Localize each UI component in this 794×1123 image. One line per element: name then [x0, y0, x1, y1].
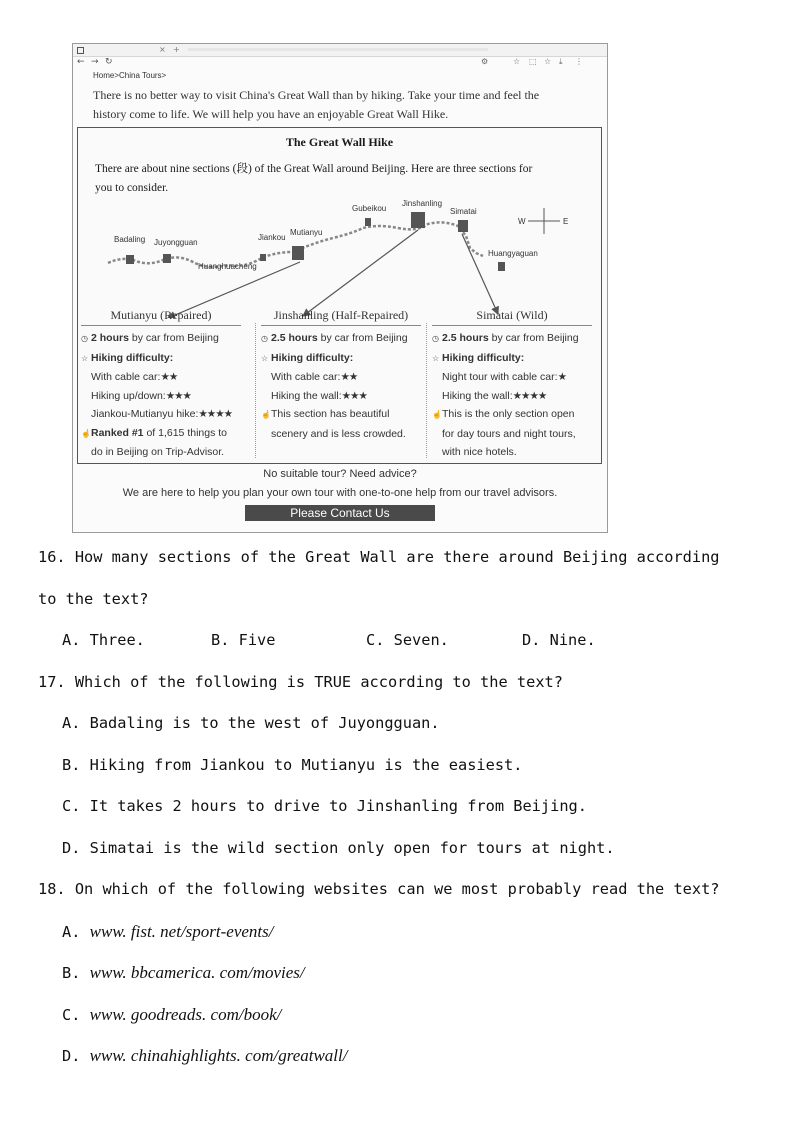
info-bold: 2.5 hours — [442, 332, 489, 344]
info-text: Hiking the wall: — [271, 389, 342, 402]
option-letter: A. — [62, 923, 81, 941]
download-icon[interactable]: ⤓ — [559, 57, 563, 66]
close-tab-icon[interactable]: × — [159, 45, 166, 54]
intro-line: history come to life. We will help you have an enjoyable Great Wall Hike. — [93, 107, 449, 121]
section-heading: Simatai (Wild) — [432, 308, 592, 326]
info-text: for day tours and night tours, — [442, 427, 576, 440]
info-line — [81, 424, 241, 444]
info-line — [81, 329, 241, 349]
q17-option-c[interactable]: C. It takes 2 hours to drive to Jinshanling from Beijing. — [62, 797, 587, 815]
page-intro — [93, 86, 593, 124]
star-outline-icon: ☆ — [81, 353, 89, 363]
advice-question: No suitable tour? Need advice? — [263, 468, 417, 480]
gubeikou-tower-icon — [365, 218, 371, 226]
intro-line: There is no better way to visit China's Great Wall than by hiking. Take your time and feel the — [93, 88, 540, 102]
q18-option-d[interactable] — [62, 1046, 347, 1066]
back-icon[interactable]: ← — [77, 57, 85, 67]
q16-option-d[interactable]: D. Nine. — [522, 631, 596, 649]
reload-icon[interactable]: ↻ — [105, 57, 113, 67]
option-url: www. fist. net/sport-events/ — [89, 922, 274, 941]
info-line — [432, 443, 592, 462]
card-intro-line: you to consider. — [95, 182, 169, 194]
star-rating: ★★★ — [341, 389, 367, 402]
info-text: of 1,615 things to — [143, 426, 228, 439]
map-label: Mutianyu — [290, 228, 323, 237]
section-column-mutianyu — [81, 308, 241, 462]
info-text: Hiking the wall: — [442, 389, 513, 402]
question-16: 16. How many sections of the Great Wall are there around Beijing according — [38, 548, 720, 566]
info-text: by car from Beijing — [317, 332, 408, 344]
thumbs-up-icon: ☝ — [261, 410, 271, 419]
window-icon[interactable]: ⬚ — [529, 57, 537, 66]
q18-option-b[interactable] — [62, 963, 305, 983]
card-intro-line: There are about nine sections (段) of the Great Wall around Beijing. Here are three sections for — [95, 163, 533, 175]
option-letter: B. — [62, 964, 81, 982]
info-text: This section has beautiful — [271, 408, 390, 420]
juyongguan-tower-icon — [163, 254, 171, 263]
info-line — [81, 443, 241, 462]
info-text: by car from Beijing — [128, 332, 219, 344]
favorites-icon[interactable]: ☆ — [544, 57, 552, 66]
section-heading: Jinshanling (Half-Repaired) — [261, 308, 421, 326]
star-outline-icon: ☆ — [261, 353, 269, 363]
compass-east: E — [563, 217, 569, 226]
great-wall-map — [78, 128, 603, 318]
info-text: with nice hotels. — [442, 446, 517, 458]
map-label: Gubeikou — [352, 204, 387, 213]
section-column-simatai — [432, 308, 592, 462]
map-label: Huangyaguan — [488, 249, 538, 258]
info-text: Jiankou-Mutianyu hike: — [91, 408, 199, 420]
option-letter: D. — [62, 1047, 81, 1065]
new-tab-icon[interactable]: + — [173, 45, 180, 54]
info-line — [261, 329, 421, 349]
webpage-screenshot — [72, 43, 608, 533]
mutianyu-tower-icon — [292, 246, 304, 260]
contact-us-button[interactable]: Please Contact Us — [245, 505, 435, 521]
thumbs-up-icon: ☝ — [81, 428, 91, 438]
question-18: 18. On which of the following websites can we most probably read the text? — [38, 880, 720, 898]
map-label: Jiankou — [258, 233, 286, 242]
star-rating: ★★★ — [165, 389, 191, 402]
info-line — [432, 405, 592, 425]
info-line — [261, 349, 421, 369]
forward-icon[interactable]: → — [91, 57, 99, 67]
info-text: Hiking up/down: — [91, 389, 166, 402]
blurred-title — [188, 48, 488, 51]
info-line — [81, 349, 241, 369]
card-title: The Great Wall Hike — [285, 135, 394, 149]
clock-icon: ◷ — [81, 334, 88, 343]
question-17: 17. Which of the following is TRUE according to the text? — [38, 673, 563, 691]
info-line — [432, 329, 592, 349]
info-bold: Hiking difficulty: — [271, 351, 354, 364]
q17-option-d[interactable]: D. Simatai is the wild section only open for tours at night. — [62, 839, 615, 857]
star-rating: ★★ — [160, 371, 178, 383]
info-text: by car from Beijing — [488, 332, 579, 344]
q17-option-b[interactable]: B. Hiking from Jiankou to Mutianyu is the easiest. — [62, 756, 523, 774]
info-line — [81, 387, 241, 406]
info-line — [432, 387, 592, 406]
breadcrumb[interactable]: Home>China Tours> — [93, 71, 167, 80]
info-text: do in Beijing on Trip-Advisor. — [91, 446, 225, 458]
star-icon[interactable]: ☆ — [513, 57, 521, 66]
huangyaguan-tower-icon — [498, 262, 505, 271]
great-wall-hike-card — [77, 127, 602, 464]
jinshanling-tower-icon — [411, 212, 425, 228]
info-line — [432, 425, 592, 444]
map-label: Simatai — [450, 207, 477, 216]
q18-option-a[interactable] — [62, 922, 274, 942]
settings-icon[interactable]: ⚙ — [481, 57, 489, 66]
info-line — [261, 405, 421, 425]
tab-icon[interactable] — [77, 47, 84, 54]
section-column-jinshanling — [261, 308, 421, 443]
info-bold: 2 hours — [91, 332, 129, 344]
info-line — [432, 349, 592, 369]
compass-icon — [518, 208, 568, 234]
info-line — [432, 368, 592, 387]
thumbs-up-icon: ☝ — [432, 410, 442, 419]
map-label: Huanghuacheng — [198, 262, 257, 271]
browser-nav-bar — [73, 56, 607, 70]
info-line — [81, 405, 241, 424]
jiankou-tower-icon — [260, 254, 266, 261]
option-url: www. bbcamerica. com/movies/ — [89, 963, 305, 982]
info-bold: Ranked #1 — [91, 426, 144, 439]
info-text: This is the only section open — [442, 408, 575, 420]
map-label: Jinshanling — [402, 199, 443, 208]
menu-icon[interactable]: ⋮ — [575, 57, 583, 66]
jinshanling-arrow — [303, 230, 418, 316]
option-url: www. chinahighlights. com/greatwall/ — [89, 1046, 348, 1065]
option-letter: C. — [62, 1006, 81, 1024]
star-rating: ★ — [557, 371, 566, 383]
info-text: Night tour with cable car: — [442, 371, 558, 383]
q16-option-c[interactable]: C. Seven. — [366, 631, 449, 649]
column-divider — [255, 323, 256, 458]
star-rating: ★★ — [340, 371, 358, 383]
question-16-cont: to the text? — [38, 590, 149, 608]
q18-option-c[interactable] — [62, 1005, 281, 1025]
column-divider — [426, 323, 427, 458]
info-line — [261, 368, 421, 387]
option-url: www. goodreads. com/book/ — [89, 1005, 282, 1024]
clock-icon: ◷ — [432, 334, 439, 343]
map-label: Badaling — [114, 235, 146, 244]
q16-option-b[interactable]: B. Five — [211, 631, 276, 649]
info-bold: Hiking difficulty: — [91, 351, 174, 364]
simatai-arrow — [462, 234, 498, 314]
simatai-tower-icon — [458, 220, 468, 232]
info-bold: Hiking difficulty: — [442, 351, 525, 364]
info-line — [261, 425, 421, 444]
info-text: With cable car: — [91, 371, 161, 383]
section-heading: Mutianyu (Repaired) — [81, 308, 241, 326]
q16-option-a[interactable]: A. Three. — [62, 631, 145, 649]
star-rating: ★★★★ — [512, 389, 547, 402]
info-line — [261, 387, 421, 406]
star-rating: ★★★★ — [198, 408, 233, 420]
info-text: With cable car: — [271, 371, 341, 383]
advice-text: We are here to help you plan your own tour with one-to-one help from our travel advisors. — [122, 487, 558, 499]
map-label: Juyongguan — [154, 238, 198, 247]
info-line — [81, 368, 241, 387]
compass-west: W — [518, 217, 526, 226]
info-text: scenery and is less crowded. — [271, 427, 406, 440]
badaling-tower-icon — [126, 255, 134, 264]
star-outline-icon: ☆ — [432, 353, 440, 363]
info-bold: 2.5 hours — [271, 332, 318, 344]
clock-icon: ◷ — [261, 334, 268, 343]
q17-option-a[interactable]: A. Badaling is to the west of Juyongguan. — [62, 714, 440, 732]
